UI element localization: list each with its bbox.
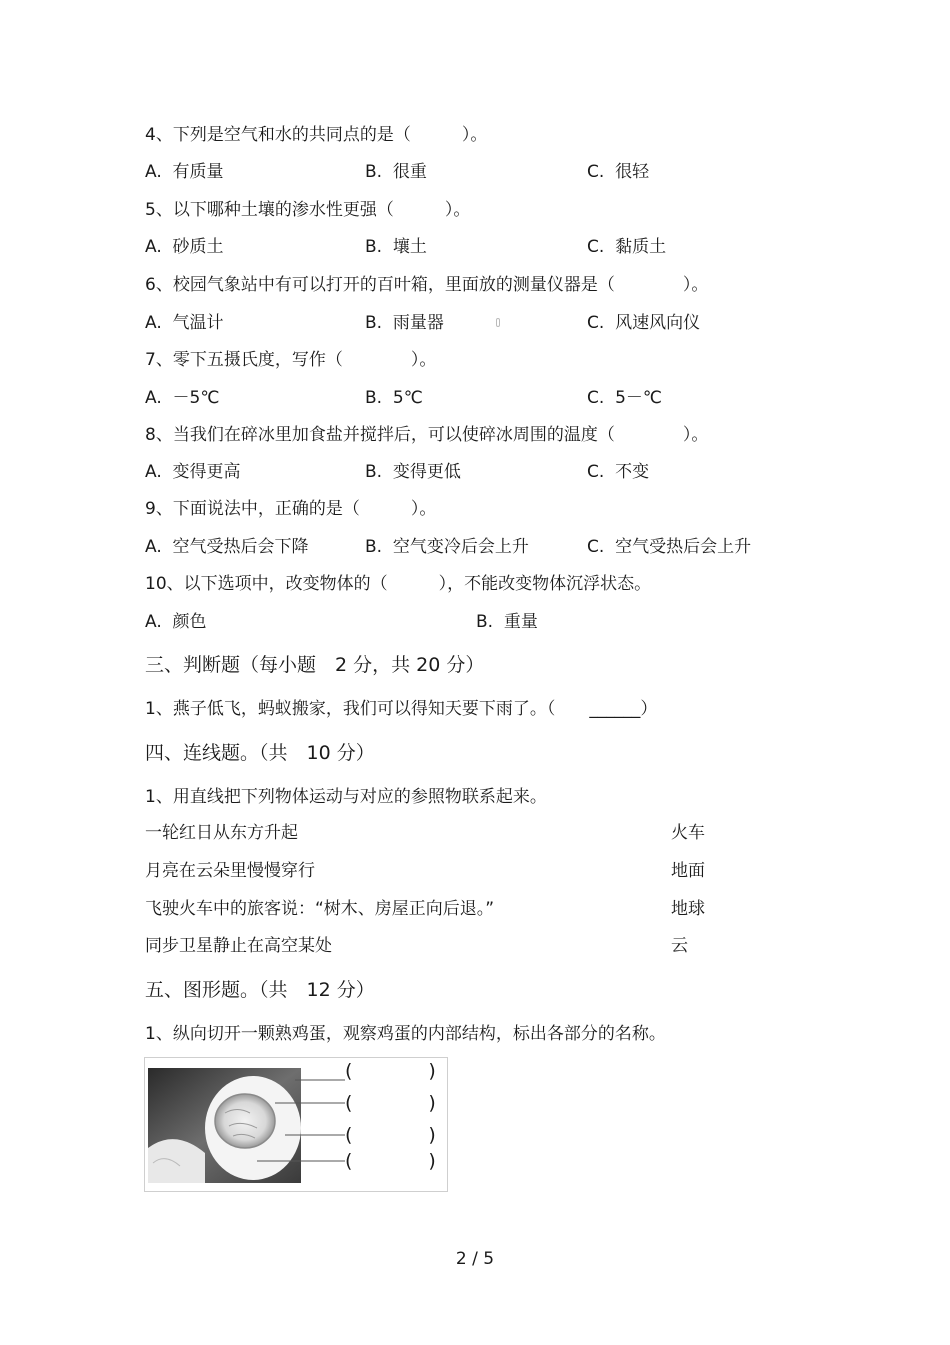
page-number: 2 / 5: [455, 1249, 495, 1269]
question-4-option-b: B. 很重: [365, 162, 427, 182]
matching-left-2: 月亮在云朵里慢慢穿行: [145, 861, 315, 881]
question-4-option-a: A. 有质量: [145, 162, 224, 182]
question-6-option-c: C. 风速风向仪: [587, 313, 701, 333]
question-6-stem: 6、校园气象站中有可以打开的百叶箱，里面放的测量仪器是（ ）。: [145, 275, 709, 295]
label-blank-2: ( ): [345, 1092, 436, 1114]
question-5-stem: 5、以下哪种土壤的渗水性更强（ ）。: [145, 200, 471, 220]
question-6-option-b: B. 雨量器: [365, 313, 444, 333]
section-5-title: 五、图形题。（共 12 分）: [145, 979, 375, 1001]
label-blank-4: ( ): [345, 1150, 436, 1172]
question-10-option-a: A. 颜色: [145, 612, 207, 632]
question-7-option-c: C. 5－℃: [587, 388, 662, 408]
matching-right-2: 地面: [671, 861, 705, 881]
question-9-option-a: A. 空气受热后会下降: [145, 537, 309, 557]
section-3-question-1: 1、燕子低飞，蚂蚁搬家，我们可以得知天要下雨了。（ ______）: [145, 699, 658, 719]
question-4-stem: 4、下列是空气和水的共同点的是（ ）。: [145, 125, 488, 145]
section-5-question-1: 1、纵向切开一颗熟鸡蛋，观察鸡蛋的内部结构，标出各部分的名称。: [145, 1024, 666, 1044]
question-7-option-a: A. －5℃: [145, 388, 220, 408]
question-10-stem: 10、以下选项中，改变物体的（ ），不能改变物体沉浮状态。: [145, 574, 652, 594]
question-7-option-b: B. 5℃: [365, 388, 423, 408]
section-4-title: 四、连线题。（共 10 分）: [145, 742, 375, 764]
matching-left-1: 一轮红日从东方升起: [145, 823, 298, 843]
question-5-option-b: B. 壤土: [365, 237, 427, 257]
section-4-question-1: 1、用直线把下列物体运动与对应的参照物联系起来。: [145, 787, 547, 807]
question-10-option-b: B. 重量: [476, 612, 538, 632]
question-9-option-b: B. 空气变冷后会上升: [365, 537, 529, 557]
question-6-option-a: A. 气温计: [145, 313, 224, 333]
question-8-option-c: C. 不变: [587, 462, 650, 482]
question-9-option-c: C. 空气受热后会上升: [587, 537, 752, 557]
question-9-stem: 9、下面说法中，正确的是（ ）。: [145, 499, 437, 519]
question-5-option-a: A. 砂质土: [145, 237, 224, 257]
egg-cross-section-figure: [144, 1057, 448, 1192]
matching-left-3: 飞驶火车中的旅客说：“树木、房屋正向后退。”: [145, 899, 495, 919]
matching-left-4: 同步卫星静止在高空某处: [145, 936, 332, 956]
matching-right-1: 火车: [671, 823, 705, 843]
question-8-option-a: A. 变得更高: [145, 462, 241, 482]
question-5-option-c: C. 黏质土: [587, 237, 667, 257]
matching-right-4: 云: [671, 936, 688, 956]
label-blank-3: ( ): [345, 1124, 436, 1146]
question-4-option-c: C. 很轻: [587, 162, 650, 182]
section-3-title: 三、判断题（每小题 2 分，共 20 分）: [145, 654, 485, 676]
question-8-stem: 8、当我们在碎冰里加食盐并搅拌后，可以使碎冰周围的温度（ ）。: [145, 425, 709, 445]
question-7-stem: 7、零下五摄氏度，写作（ ）。: [145, 350, 437, 370]
label-blank-1: ( ): [345, 1060, 436, 1082]
question-8-option-b: B. 变得更低: [365, 462, 461, 482]
matching-right-3: 地球: [671, 899, 705, 919]
scan-artifact-mark: [496, 318, 500, 327]
